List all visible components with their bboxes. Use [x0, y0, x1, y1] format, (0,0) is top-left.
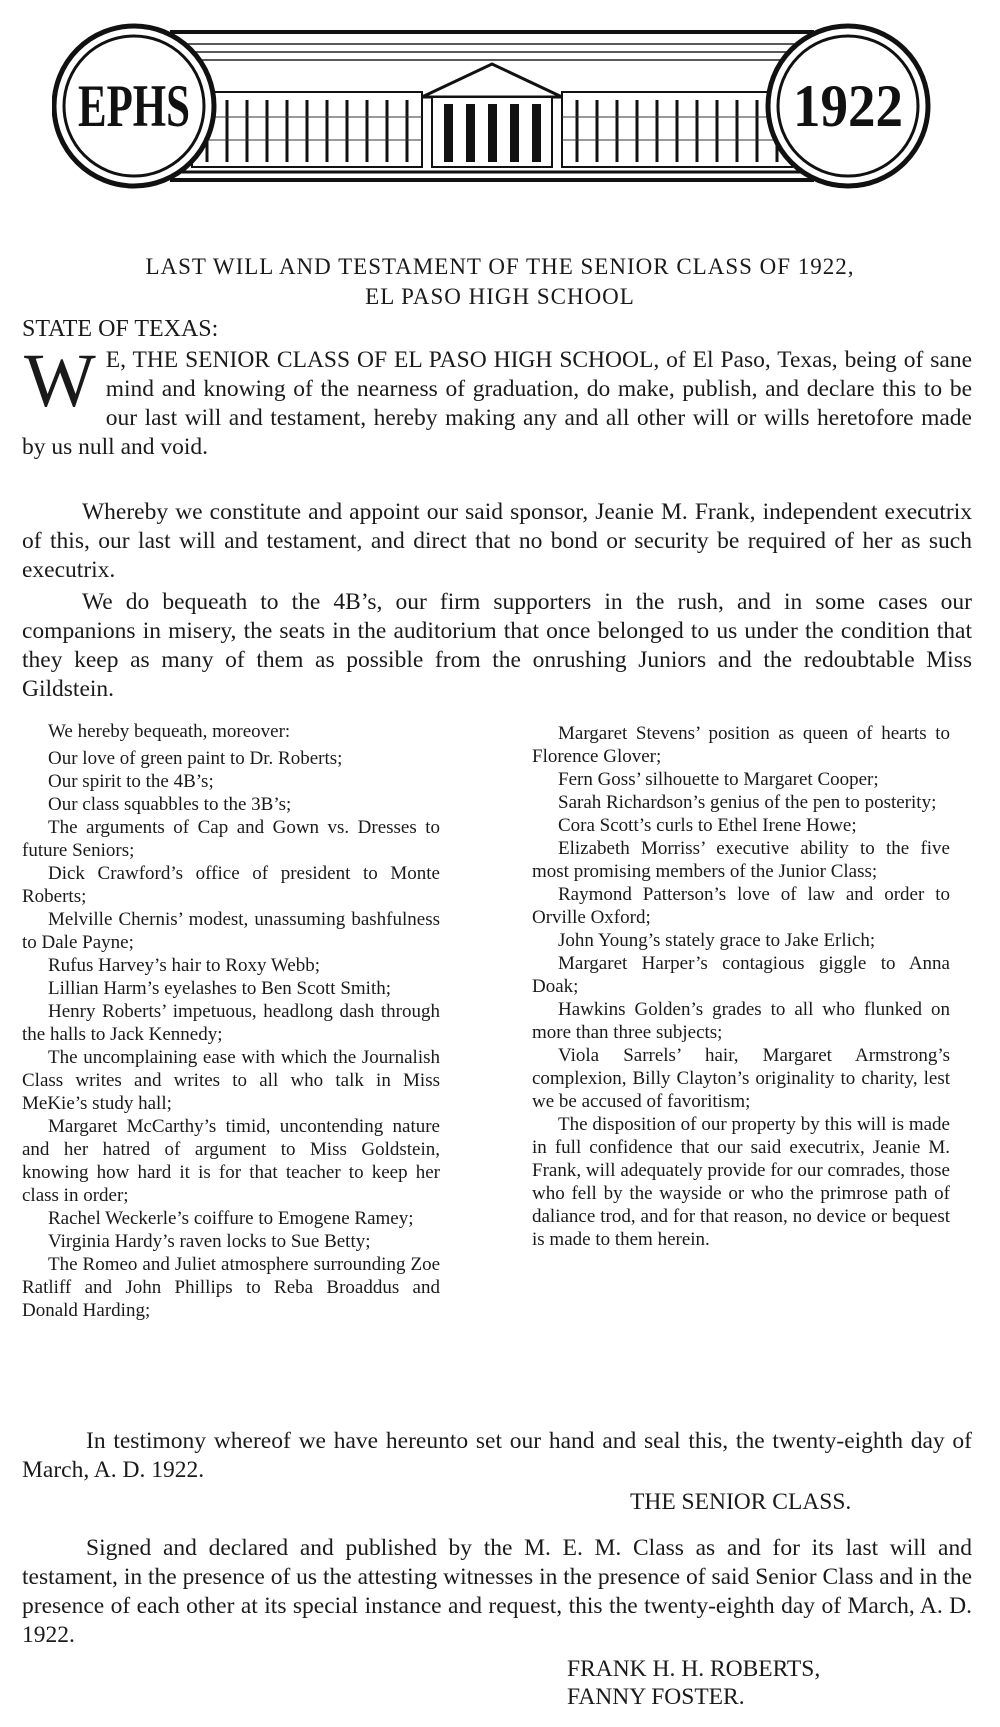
document-title-line1: LAST WILL AND TESTAMENT OF THE SENIOR CLASS OF 1922,	[145, 254, 855, 279]
list-item: Melville Chernis’ modest, unassuming bashfulness to Dale Payne;	[22, 909, 440, 953]
list-item: Raymond Patterson’s love of law and order to Orville Oxford;	[532, 884, 950, 928]
list-item: Rufus Harvey’s hair to Roxy Webb;	[48, 955, 321, 976]
list-item: Our spirit to the 4B’s;	[48, 771, 214, 792]
list-item: We hereby bequeath, moreover:	[48, 721, 291, 742]
witness-paragraph: Signed and declared and published by the M. E. M. Class as and for its last will and testament, in the presence of us the attesting witnesses in the presence of said Senior Class and in the presence of each other at its special instance and request, this the twenty-eighth day of March, A. D. 1922.	[22, 1535, 972, 1648]
intro-text: E, THE SENIOR CLASS OF EL PASO HIGH SCHOOL, of El Paso, Texas, being of sane mind and knowing of the nearness of graduation, do make, publish, and declare this to be our last will and testament, hereby making any and all other will or wills heretofore made by us null and void.	[22, 347, 972, 460]
year-seal	[768, 26, 928, 186]
intro-paragraph	[22, 339, 972, 462]
list-item: The arguments of Cap and Gown vs. Dresses to future Seniors;	[22, 817, 440, 861]
list-item: Elizabeth Morriss’ executive ability to the five most promising members of the Junior Class;	[532, 838, 950, 882]
list-item: Cora Scott’s curls to Ethel Irene Howe;	[558, 815, 857, 836]
senior-class-signature: THE SENIOR CLASS.	[630, 1489, 852, 1515]
list-item: The Romeo and Juliet atmosphere surrounding Zoe Ratliff and John Phillips to Reba Broaddus and Donald Harding;	[22, 1254, 440, 1321]
witness-signature-2: FANNY FOSTER.	[567, 1684, 745, 1710]
executrix-paragraph: Whereby we constitute and appoint our said sponsor, Jeanie M. Frank, independent executrix of this, our last will and testament, and direct that no bond or security be required of her as such executrix.	[22, 499, 972, 583]
list-item: Our class squabbles to the 3B’s;	[48, 794, 292, 815]
list-item: Fern Goss’ silhouette to Margaret Cooper;	[558, 769, 879, 790]
state-heading: STATE OF TEXAS:	[22, 316, 219, 342]
list-item: Our love of green paint to Dr. Roberts;	[48, 748, 343, 769]
list-item: Lillian Harm’s eyelashes to Ben Scott Smith;	[48, 978, 392, 999]
list-item: Margaret Stevens’ position as queen of hearts to Florence Glover;	[532, 723, 950, 767]
list-item: Dick Crawford’s office of president to Monte Roberts;	[22, 863, 440, 907]
list-item: Henry Roberts’ impetuous, headlong dash through the halls to Jack Kennedy;	[22, 1001, 440, 1045]
bequest-paragraph: We do bequeath to the 4B’s, our firm supporters in the rush, and in some cases our companions in misery, the seats in the auditorium that once belonged to us under the condition that they keep as many of them as possible from the onrushing Juniors and the redoubtable Miss Gildstein.	[22, 589, 972, 702]
list-item: Virginia Hardy’s raven locks to Sue Betty;	[48, 1231, 371, 1252]
list-item: Hawkins Golden’s grades to all who flunked on more than three subjects;	[532, 999, 950, 1043]
list-item: John Young’s stately grace to Jake Erlich;	[558, 930, 876, 951]
list-item: Rachel Weckerle’s coiffure to Emogene Ramey;	[48, 1208, 414, 1229]
list-item: Margaret Harper’s contagious giggle to Anna Doak;	[532, 953, 950, 997]
right-bequest-column	[532, 722, 950, 1251]
list-item: The uncomplaining ease with which the Journalish Class writes and writes to all who talk in Miss MeKie’s study hall;	[22, 1047, 440, 1114]
list-item: Viola Sarrels’ hair, Margaret Armstrong’s complexion, Billy Clayton’s originality to charity, lest we be accused of favoritism;	[532, 1045, 950, 1112]
svg-text:EPHS: EPHS	[78, 73, 190, 139]
left-bequest-column	[22, 720, 440, 1322]
list-item: Sarah Richardson’s genius of the pen to posterity;	[558, 792, 937, 813]
ephs-seal	[54, 26, 214, 186]
drop-cap: W	[24, 339, 96, 423]
header-banner	[52, 22, 932, 202]
witness-signature-1: FRANK H. H. ROBERTS,	[567, 1656, 821, 1682]
list-item: The disposition of our property by this will is made in full confidence that our said executrix, Jeanie M. Frank, will adequately provide for our comrades, those who fell by the wayside or who the primrose path of daliance trod, and for that reason, no device or bequest is made to them herein.	[532, 1114, 950, 1250]
svg-text:1922: 1922	[793, 73, 903, 139]
list-item: Margaret McCarthy’s timid, uncontending nature and her hatred of argument to Miss Goldstein, knowing how hard it is for that teacher to keep her class in order;	[22, 1116, 440, 1206]
document-title-line2: EL PASO HIGH SCHOOL	[365, 284, 635, 309]
testimony-paragraph: In testimony whereof we have hereunto set our hand and seal this, the twenty-eighth day of March, A. D. 1922.	[22, 1428, 972, 1483]
school-building-illustration	[172, 32, 812, 180]
